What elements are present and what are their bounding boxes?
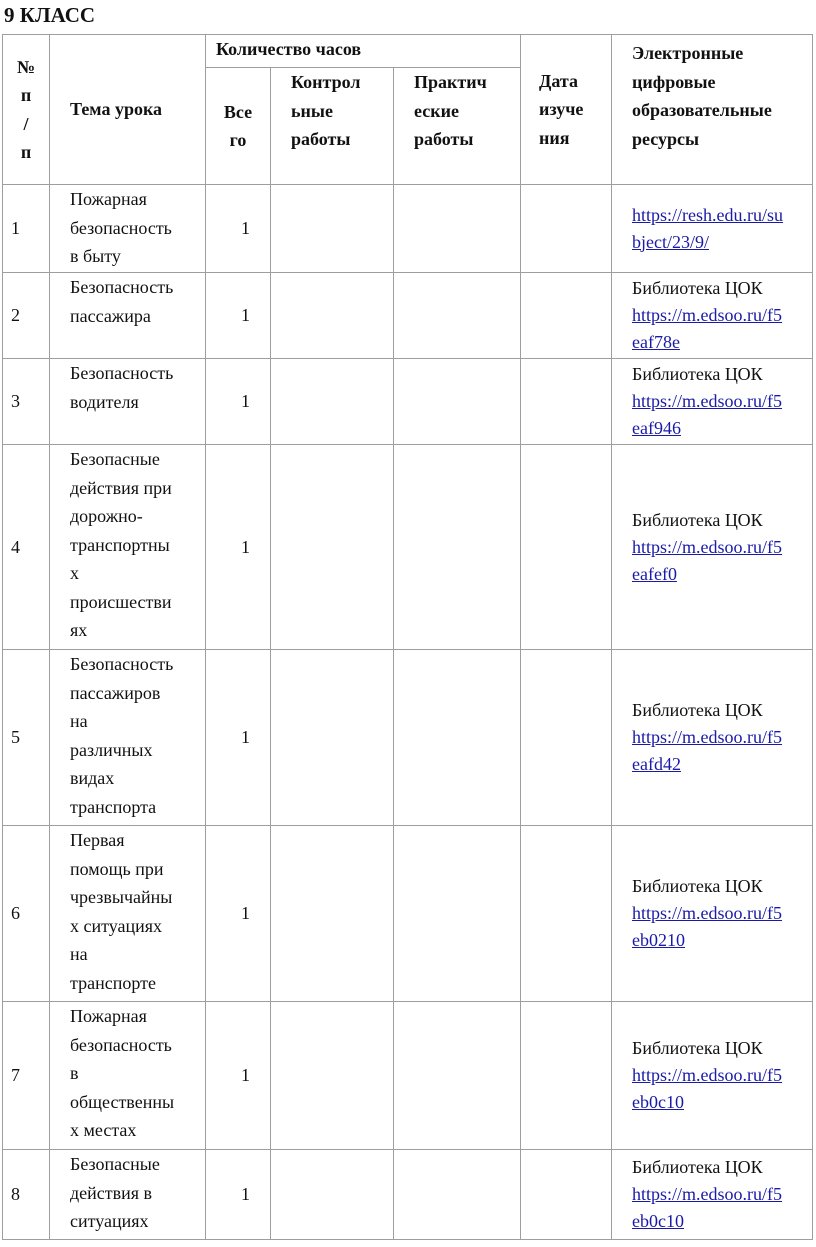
row-control bbox=[271, 650, 394, 826]
row-date bbox=[521, 445, 612, 650]
header-num-label: № п / п bbox=[16, 56, 36, 162]
row-resource bbox=[612, 650, 813, 826]
header-control bbox=[271, 68, 394, 185]
row-total: 1 bbox=[206, 359, 271, 445]
row-practical bbox=[394, 650, 521, 826]
table-row bbox=[3, 826, 813, 1002]
row-num: 3 bbox=[3, 359, 50, 445]
row-total: 1 bbox=[206, 273, 271, 359]
header-total-label: Все го bbox=[223, 101, 253, 150]
library-label: Библиотека ЦОК bbox=[632, 700, 763, 720]
header-practical bbox=[394, 68, 521, 185]
header-resources-label: Электронные цифровые образовательные ресурсы bbox=[632, 43, 772, 149]
row-practical bbox=[394, 445, 521, 650]
table-row bbox=[3, 650, 813, 826]
row-control bbox=[271, 1150, 394, 1240]
row-total: 1 bbox=[206, 826, 271, 1002]
library-label: Библиотека ЦОК bbox=[632, 1038, 763, 1058]
row-control bbox=[271, 273, 394, 359]
resource-link[interactable]: https://m.edsoo.ru/f5 eb0c10 bbox=[632, 1065, 782, 1112]
table-row bbox=[3, 1002, 813, 1150]
row-practical bbox=[394, 1150, 521, 1240]
row-date bbox=[521, 359, 612, 445]
row-practical bbox=[394, 359, 521, 445]
resource-link[interactable]: https://m.edsoo.ru/f5 eafef0 bbox=[632, 536, 782, 584]
header-control-label: Контрол ьные работы bbox=[291, 72, 361, 149]
row-total: 1 bbox=[206, 445, 271, 650]
row-practical bbox=[394, 185, 521, 273]
row-num: 7 bbox=[3, 1002, 50, 1150]
row-total: 1 bbox=[206, 1002, 271, 1150]
table-row bbox=[3, 359, 813, 445]
row-num: 6 bbox=[3, 826, 50, 1002]
header-num bbox=[3, 35, 50, 185]
row-date bbox=[521, 1002, 612, 1150]
row-topic: Пожарная безопасность в общественны х местах bbox=[50, 1002, 206, 1150]
library-label: Библиотека ЦОК bbox=[632, 1157, 763, 1177]
header-date bbox=[521, 35, 612, 185]
row-date bbox=[521, 1150, 612, 1240]
library-label: Библиотека ЦОК bbox=[632, 509, 763, 530]
resource-link[interactable]: https://m.edsoo.ru/f5 eb0210 bbox=[632, 903, 782, 950]
row-practical bbox=[394, 273, 521, 359]
resource-link[interactable]: https://resh.edu.ru/su bject/23/9/ bbox=[632, 204, 783, 252]
row-control bbox=[271, 1002, 394, 1150]
row-resource bbox=[612, 359, 813, 445]
page-title: 9 КЛАСС bbox=[4, 3, 96, 27]
row-date bbox=[521, 650, 612, 826]
header-topic: Тема урока bbox=[50, 35, 206, 185]
row-topic: Безопасные действия при дорожно- транспортны х происшестви ях bbox=[50, 445, 206, 650]
row-resource bbox=[612, 185, 813, 273]
resource-link[interactable]: https://m.edsoo.ru/f5 eaf946 bbox=[632, 391, 782, 438]
row-control bbox=[271, 445, 394, 650]
row-practical bbox=[394, 826, 521, 1002]
row-resource bbox=[612, 273, 813, 359]
row-resource bbox=[612, 1002, 813, 1150]
resource-link[interactable]: https://m.edsoo.ru/f5 eb0c10 bbox=[632, 1184, 782, 1231]
row-control bbox=[271, 185, 394, 273]
library-label: Библиотека ЦОК bbox=[632, 876, 763, 896]
row-num: 1 bbox=[3, 185, 50, 273]
row-total: 1 bbox=[206, 185, 271, 273]
resource-link[interactable]: https://m.edsoo.ru/f5 eaf78e bbox=[632, 305, 782, 352]
header-practical-label: Практич еские работы bbox=[414, 72, 487, 149]
row-resource bbox=[612, 826, 813, 1002]
row-topic: Пожарная безопасность в быту bbox=[50, 185, 206, 273]
table-row bbox=[3, 273, 813, 359]
row-num: 5 bbox=[3, 650, 50, 826]
resource-link[interactable]: https://m.edsoo.ru/f5 eafd42 bbox=[632, 727, 782, 774]
row-date bbox=[521, 273, 612, 359]
row-total: 1 bbox=[206, 650, 271, 826]
row-topic: Безопасность водителя bbox=[50, 359, 206, 445]
row-resource bbox=[612, 445, 813, 650]
row-topic: Безопасность пассажиров на различных видах транспорта bbox=[50, 650, 206, 826]
library-label: Библиотека ЦОК bbox=[632, 278, 763, 298]
table-row bbox=[3, 1150, 813, 1240]
row-date bbox=[521, 826, 612, 1002]
row-num: 8 bbox=[3, 1150, 50, 1240]
table-row bbox=[3, 445, 813, 650]
row-topic: Первая помощь при чрезвычайны х ситуациях на транспорте bbox=[50, 826, 206, 1002]
row-control bbox=[271, 826, 394, 1002]
row-topic: Безопасность пассажира bbox=[50, 273, 206, 359]
header-total bbox=[206, 68, 271, 185]
row-resource bbox=[612, 1150, 813, 1240]
library-label: Библиотека ЦОК bbox=[632, 364, 763, 384]
lessons-table bbox=[2, 34, 813, 1240]
row-date bbox=[521, 185, 612, 273]
row-num: 2 bbox=[3, 273, 50, 359]
header-date-label: Дата изуче ния bbox=[539, 70, 584, 148]
row-practical bbox=[394, 1002, 521, 1150]
row-num: 4 bbox=[3, 445, 50, 650]
table-row bbox=[3, 185, 813, 273]
row-total: 1 bbox=[206, 1150, 271, 1240]
header-hours-group: Количество часов bbox=[206, 35, 521, 68]
row-control bbox=[271, 359, 394, 445]
row-topic: Безопасные действия в ситуациях bbox=[50, 1150, 206, 1240]
header-resources bbox=[612, 35, 813, 185]
header-row-top bbox=[3, 35, 813, 68]
